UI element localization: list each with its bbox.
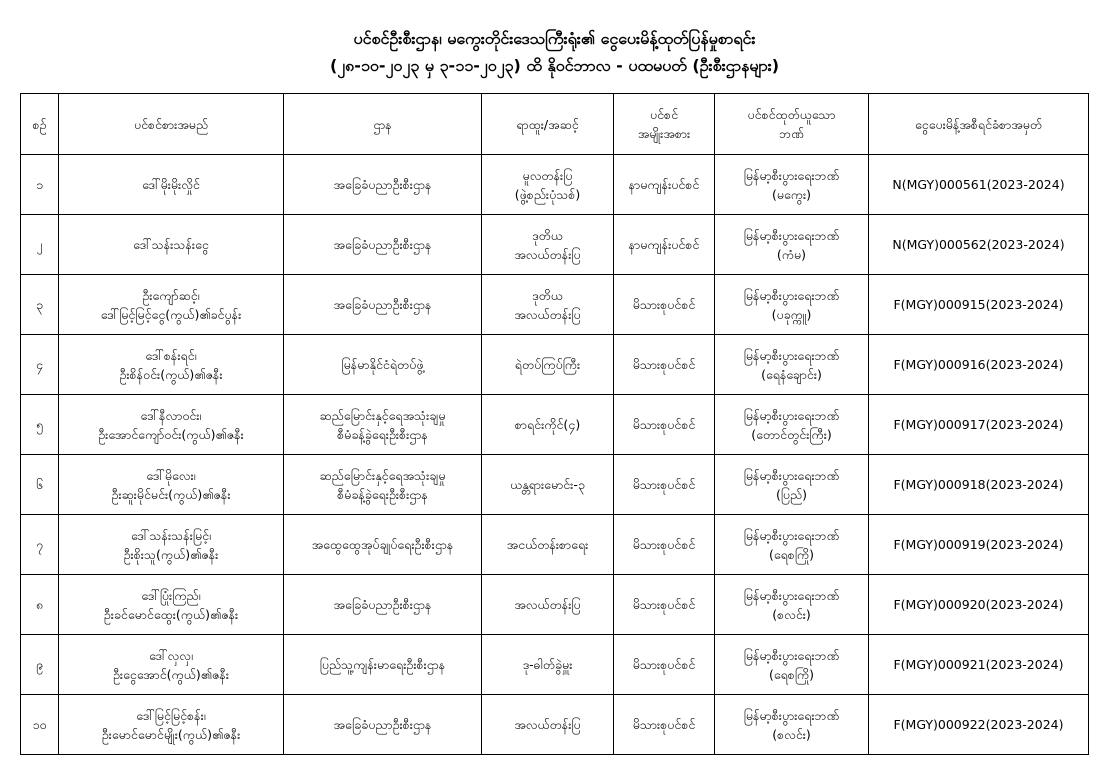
table-row — [21, 515, 1089, 575]
cell-payment-order-number: N(MGY)000562(2023-2024) — [869, 215, 1089, 275]
pension-records-table — [20, 93, 1089, 755]
cell-pensioner-name-line-1: ဦးကျော်ဆင့်၊ — [142, 287, 200, 303]
cell-pension-type: မိသားစုပင်စင် — [614, 275, 715, 335]
cell-pensioner-name — [59, 575, 284, 635]
table-header-row — [21, 94, 1089, 155]
table-row — [21, 215, 1089, 275]
cell-position-rank-line-1: ဒု-ဓါတ်ခွဲမှူး — [522, 657, 573, 672]
cell-department — [284, 215, 482, 275]
header-department: ဌာန — [284, 94, 482, 155]
cell-department — [284, 695, 482, 755]
cell-payout-bank-line-2: (ကံမ) — [776, 246, 807, 262]
cell-payout-bank-line-2: (စလင်း) — [772, 726, 811, 742]
cell-department-line-1: အခြေခံပညာဦးစီးဌာန — [333, 177, 432, 192]
cell-pensioner-name — [59, 635, 284, 695]
cell-pensioner-name — [59, 695, 284, 755]
table-row — [21, 455, 1089, 515]
cell-department-line-1: အခြေခံပညာဦးစီးဌာန — [333, 237, 432, 252]
cell-position-rank-line-1: မူလတန်းပြ — [522, 167, 573, 183]
cell-payout-bank — [715, 215, 869, 275]
cell-pensioner-name — [59, 335, 284, 395]
cell-department-line-1: အခြေခံပညာဦးစီးဌာန — [333, 297, 432, 312]
cell-payout-bank — [715, 695, 869, 755]
cell-payout-bank — [715, 275, 869, 335]
cell-payout-bank-line-2: (တောင်တွင်းကြီး) — [751, 426, 832, 442]
cell-pension-type: နာမကျန်းပင်စင် — [614, 155, 715, 215]
cell-payout-bank — [715, 455, 869, 515]
title-line-1: ပင်စင်ဦးစီးဌာန၊ မကွေးတိုင်းဒေသကြီးရုံး၏ ငွေပေးမိန့်ထုတ်ပြန်မှုစာရင်း — [353, 29, 756, 48]
cell-position-rank-line-1: အလယ်တန်းပြ — [514, 717, 581, 732]
cell-payout-bank-line-1: မြန်မာ့စီးပွားရေးဘဏ် — [743, 347, 840, 363]
cell-payout-bank — [715, 575, 869, 635]
cell-payout-bank-line-1: မြန်မာ့စီးပွားရေးဘဏ် — [743, 407, 840, 423]
header-serial-number: စဉ် — [21, 94, 59, 155]
cell-position-rank — [482, 455, 614, 515]
cell-payment-order-number: N(MGY)000561(2023-2024) — [869, 155, 1089, 215]
cell-payment-order-number: F(MGY)000922(2023-2024) — [869, 695, 1089, 755]
cell-department — [284, 635, 482, 695]
cell-position-rank-line-1: အငယ်တန်းစာရေး — [506, 537, 589, 552]
cell-pension-type: မိသားစုပင်စင် — [614, 635, 715, 695]
cell-serial-number: ၂ — [21, 215, 59, 275]
cell-position-rank-line-2: အလယ်တန်းပြ — [514, 306, 581, 322]
cell-pensioner-name-line-1: ဒေါ်နီလာဝင်း၊ — [140, 407, 202, 423]
header-pension-type — [614, 94, 715, 155]
cell-position-rank — [482, 275, 614, 335]
cell-position-rank-line-1: စာရင်းကိုင်(၄) — [514, 417, 581, 432]
cell-payout-bank-line-1: မြန်မာ့စီးပွားရေးဘဏ် — [743, 527, 840, 543]
cell-position-rank — [482, 695, 614, 755]
cell-pensioner-name-line-2: ဦးမောင်မောင်မျိုး(ကွယ်)၏ဇနီး — [101, 726, 241, 742]
header-position-rank: ရာထူး/အဆင့် — [482, 94, 614, 155]
document-title — [0, 25, 1109, 79]
cell-pensioner-name-line-2: ဦးငွေအောင်(ကွယ်)၏ဇနီး — [112, 666, 229, 682]
header-payout-bank-line-2: ဘဏ် — [779, 126, 804, 141]
cell-pensioner-name — [59, 215, 284, 275]
cell-position-rank — [482, 575, 614, 635]
cell-pensioner-name — [59, 275, 284, 335]
cell-payout-bank-line-1: မြန်မာ့စီးပွားရေးဘဏ် — [743, 707, 840, 723]
cell-position-rank — [482, 635, 614, 695]
cell-payout-bank-line-1: မြန်မာ့စီးပွားရေးဘဏ် — [743, 167, 840, 183]
cell-payout-bank-line-1: မြန်မာ့စီးပွားရေးဘဏ် — [743, 647, 840, 663]
table-row — [21, 575, 1089, 635]
cell-department-line-2: စီမံခန့်ခွဲရေးဦးစီးဌာန — [337, 486, 428, 502]
cell-payout-bank-line-2: (ပြည်) — [775, 486, 808, 502]
cell-payout-bank-line-1: မြန်မာ့စီးပွားရေးဘဏ် — [743, 467, 840, 483]
table-row — [21, 155, 1089, 215]
cell-payout-bank — [715, 635, 869, 695]
cell-department-line-1: ပြည်သူ့ကျန်းမာရေးဦးစီးဌာန — [319, 657, 446, 672]
cell-pensioner-name — [59, 395, 284, 455]
cell-department — [284, 155, 482, 215]
cell-pensioner-name-line-1: ဒေါ်စန်းရင်၊ — [145, 347, 197, 363]
cell-position-rank-line-1: ရဲတပ်ကြပ်ကြီး — [514, 357, 581, 372]
cell-department — [284, 515, 482, 575]
cell-department-line-1: ဆည်မြောင်းနှင့်ရေအသုံးချမှု — [319, 467, 446, 483]
cell-payout-bank-line-1: မြန်မာ့စီးပွားရေးဘဏ် — [743, 227, 840, 243]
cell-position-rank-line-1: ဒုတိယ — [532, 227, 563, 243]
cell-payout-bank-line-2: (ရေစကြို) — [768, 546, 815, 562]
cell-pensioner-name-line-2: ဦးစိန်ဝင်း(ကွယ်)၏ဇနီး — [119, 366, 223, 382]
cell-payment-order-number: F(MGY)000921(2023-2024) — [869, 635, 1089, 695]
cell-pensioner-name-line-1: ဒေါ်ပြုံးကြည်၊ — [141, 587, 201, 603]
cell-pension-type: မိသားစုပင်စင် — [614, 455, 715, 515]
header-payment-order-number: ငွေပေးမိန့်အစီရင်ခံစာအမှတ် — [869, 94, 1089, 155]
cell-payment-order-number: F(MGY)000918(2023-2024) — [869, 455, 1089, 515]
cell-payout-bank — [715, 335, 869, 395]
cell-pensioner-name-line-1: ဒေါ်သန်းသန်းမြင့်၊ — [130, 527, 212, 543]
cell-position-rank — [482, 155, 614, 215]
cell-serial-number: ၁၀ — [21, 695, 59, 755]
cell-pensioner-name-line-2: ဒေါ်မြင့်မြင့်ငွေ(ကွယ်)၏ခင်ပွန်း — [100, 306, 242, 322]
cell-payout-bank-line-1: မြန်မာ့စီးပွားရေးဘဏ် — [743, 587, 840, 603]
cell-payment-order-number: F(MGY)000919(2023-2024) — [869, 515, 1089, 575]
cell-department-line-1: မြန်မာနိုင်ငံရဲတပ်ဖွဲ့ — [341, 357, 424, 372]
cell-position-rank — [482, 215, 614, 275]
cell-payout-bank-line-2: (ပခုက္ကူ) — [771, 306, 812, 322]
cell-pensioner-name-line-1: ဒေါ်မိုလေး၊ — [146, 467, 196, 483]
cell-pension-type: မိသားစုပင်စင် — [614, 335, 715, 395]
cell-pensioner-name-line-2: ဦးအောင်ကျော်ဝင်း(ကွယ်)၏ဇနီး — [98, 426, 244, 442]
cell-department — [284, 275, 482, 335]
cell-department-line-1: အခြေခံပညာဦးစီးဌာန — [333, 597, 432, 612]
cell-pension-type: နာမကျန်းပင်စင် — [614, 215, 715, 275]
title-line-2: (၂၈-၁၀-၂၀၂၃ မှ ၃-၁၁-၂၀၂၃) ထိ နိုဝင်ဘာလ - ပထမပတ် (ဦးစီးဌာနများ) — [329, 56, 780, 75]
cell-department-line-1: အခြေခံပညာဦးစီးဌာန — [333, 717, 432, 732]
cell-department-line-2: စီမံခန့်ခွဲရေးဦးစီးဌာန — [337, 426, 428, 442]
cell-position-rank-line-2: (ဖွဲ့စည်းပုံသစ်) — [514, 186, 581, 202]
header-pension-type-line-2: အမျိုးအစား — [637, 126, 691, 141]
cell-pensioner-name — [59, 455, 284, 515]
header-payout-bank — [715, 94, 869, 155]
cell-payout-bank — [715, 155, 869, 215]
cell-payment-order-number: F(MGY)000920(2023-2024) — [869, 575, 1089, 635]
cell-pensioner-name — [59, 515, 284, 575]
cell-pensioner-name-line-1: ဒေါ်လှလှ၊ — [149, 647, 193, 663]
cell-department-line-1: ဆည်မြောင်းနှင့်ရေအသုံးချမှု — [319, 407, 446, 423]
cell-serial-number: ၁ — [21, 155, 59, 215]
cell-pension-type: မိသားစုပင်စင် — [614, 395, 715, 455]
cell-payout-bank — [715, 515, 869, 575]
table-body — [21, 155, 1089, 755]
cell-pensioner-name-line-1: ဒေါ်မြင့်မြင့်စန်း၊ — [136, 707, 206, 723]
header-pension-type-line-1: ပင်စင် — [649, 107, 679, 122]
cell-serial-number: ၄ — [21, 335, 59, 395]
cell-serial-number: ၆ — [21, 455, 59, 515]
cell-serial-number: ၅ — [21, 395, 59, 455]
cell-serial-number: ၈ — [21, 575, 59, 635]
cell-pension-type: မိသားစုပင်စင် — [614, 575, 715, 635]
cell-pension-type: မိသားစုပင်စင် — [614, 515, 715, 575]
cell-position-rank-line-1: အလယ်တန်းပြ — [514, 597, 581, 612]
table-row — [21, 395, 1089, 455]
cell-payout-bank-line-2: (ရေနံချောင်း) — [761, 366, 822, 382]
cell-pensioner-name-line-2: ဦးခင်မောင်ထွေး(ကွယ်)၏ဇနီး — [103, 606, 239, 622]
table-row — [21, 635, 1089, 695]
table-row — [21, 275, 1089, 335]
cell-serial-number: ၃ — [21, 275, 59, 335]
header-payout-bank-line-1: ပင်စင်ထုတ်ယူသော — [747, 107, 836, 122]
cell-payment-order-number: F(MGY)000917(2023-2024) — [869, 395, 1089, 455]
cell-pensioner-name-line-2: ဦးစိုးသူ(ကွယ်)၏ဇနီး — [123, 546, 219, 562]
cell-position-rank — [482, 395, 614, 455]
cell-position-rank — [482, 335, 614, 395]
cell-payout-bank-line-2: (စလင်း) — [772, 606, 811, 622]
cell-position-rank-line-1: ဒုတိယ — [532, 287, 563, 303]
cell-payment-order-number: F(MGY)000916(2023-2024) — [869, 335, 1089, 395]
header-pensioner-name: ပင်စင်စားအမည် — [59, 94, 284, 155]
cell-pension-type: မိသားစုပင်စင် — [614, 695, 715, 755]
cell-department-line-1: အထွေထွေအုပ်ချုပ်ရေးဦးစီးဌာန — [311, 537, 454, 552]
cell-pensioner-name — [59, 155, 284, 215]
cell-department — [284, 335, 482, 395]
cell-position-rank-line-1: ယန္တရားမောင်း-၃ — [510, 477, 585, 492]
cell-serial-number: ၇ — [21, 515, 59, 575]
cell-pensioner-name-line-2: ဦးဆူးမိုင်မင်း(ကွယ်)၏ဇနီး — [111, 486, 231, 502]
cell-position-rank-line-2: အလယ်တန်းပြ — [514, 246, 581, 262]
cell-department — [284, 455, 482, 515]
cell-department — [284, 395, 482, 455]
cell-serial-number: ၉ — [21, 635, 59, 695]
cell-payout-bank — [715, 395, 869, 455]
cell-payout-bank-line-2: (ရေစကြို) — [768, 666, 815, 682]
cell-payout-bank-line-1: မြန်မာ့စီးပွားရေးဘဏ် — [743, 287, 840, 303]
cell-payout-bank-line-2: (မကွေး) — [771, 186, 812, 202]
cell-department — [284, 575, 482, 635]
cell-pensioner-name-line-1: ဒေါ်မိုးမိုးလှိုင် — [142, 177, 200, 192]
table-row — [21, 695, 1089, 755]
table-row — [21, 335, 1089, 395]
cell-payment-order-number: F(MGY)000915(2023-2024) — [869, 275, 1089, 335]
cell-position-rank — [482, 515, 614, 575]
cell-pensioner-name-line-1: ဒေါ်သန်းသန်းငွေ — [133, 237, 209, 252]
